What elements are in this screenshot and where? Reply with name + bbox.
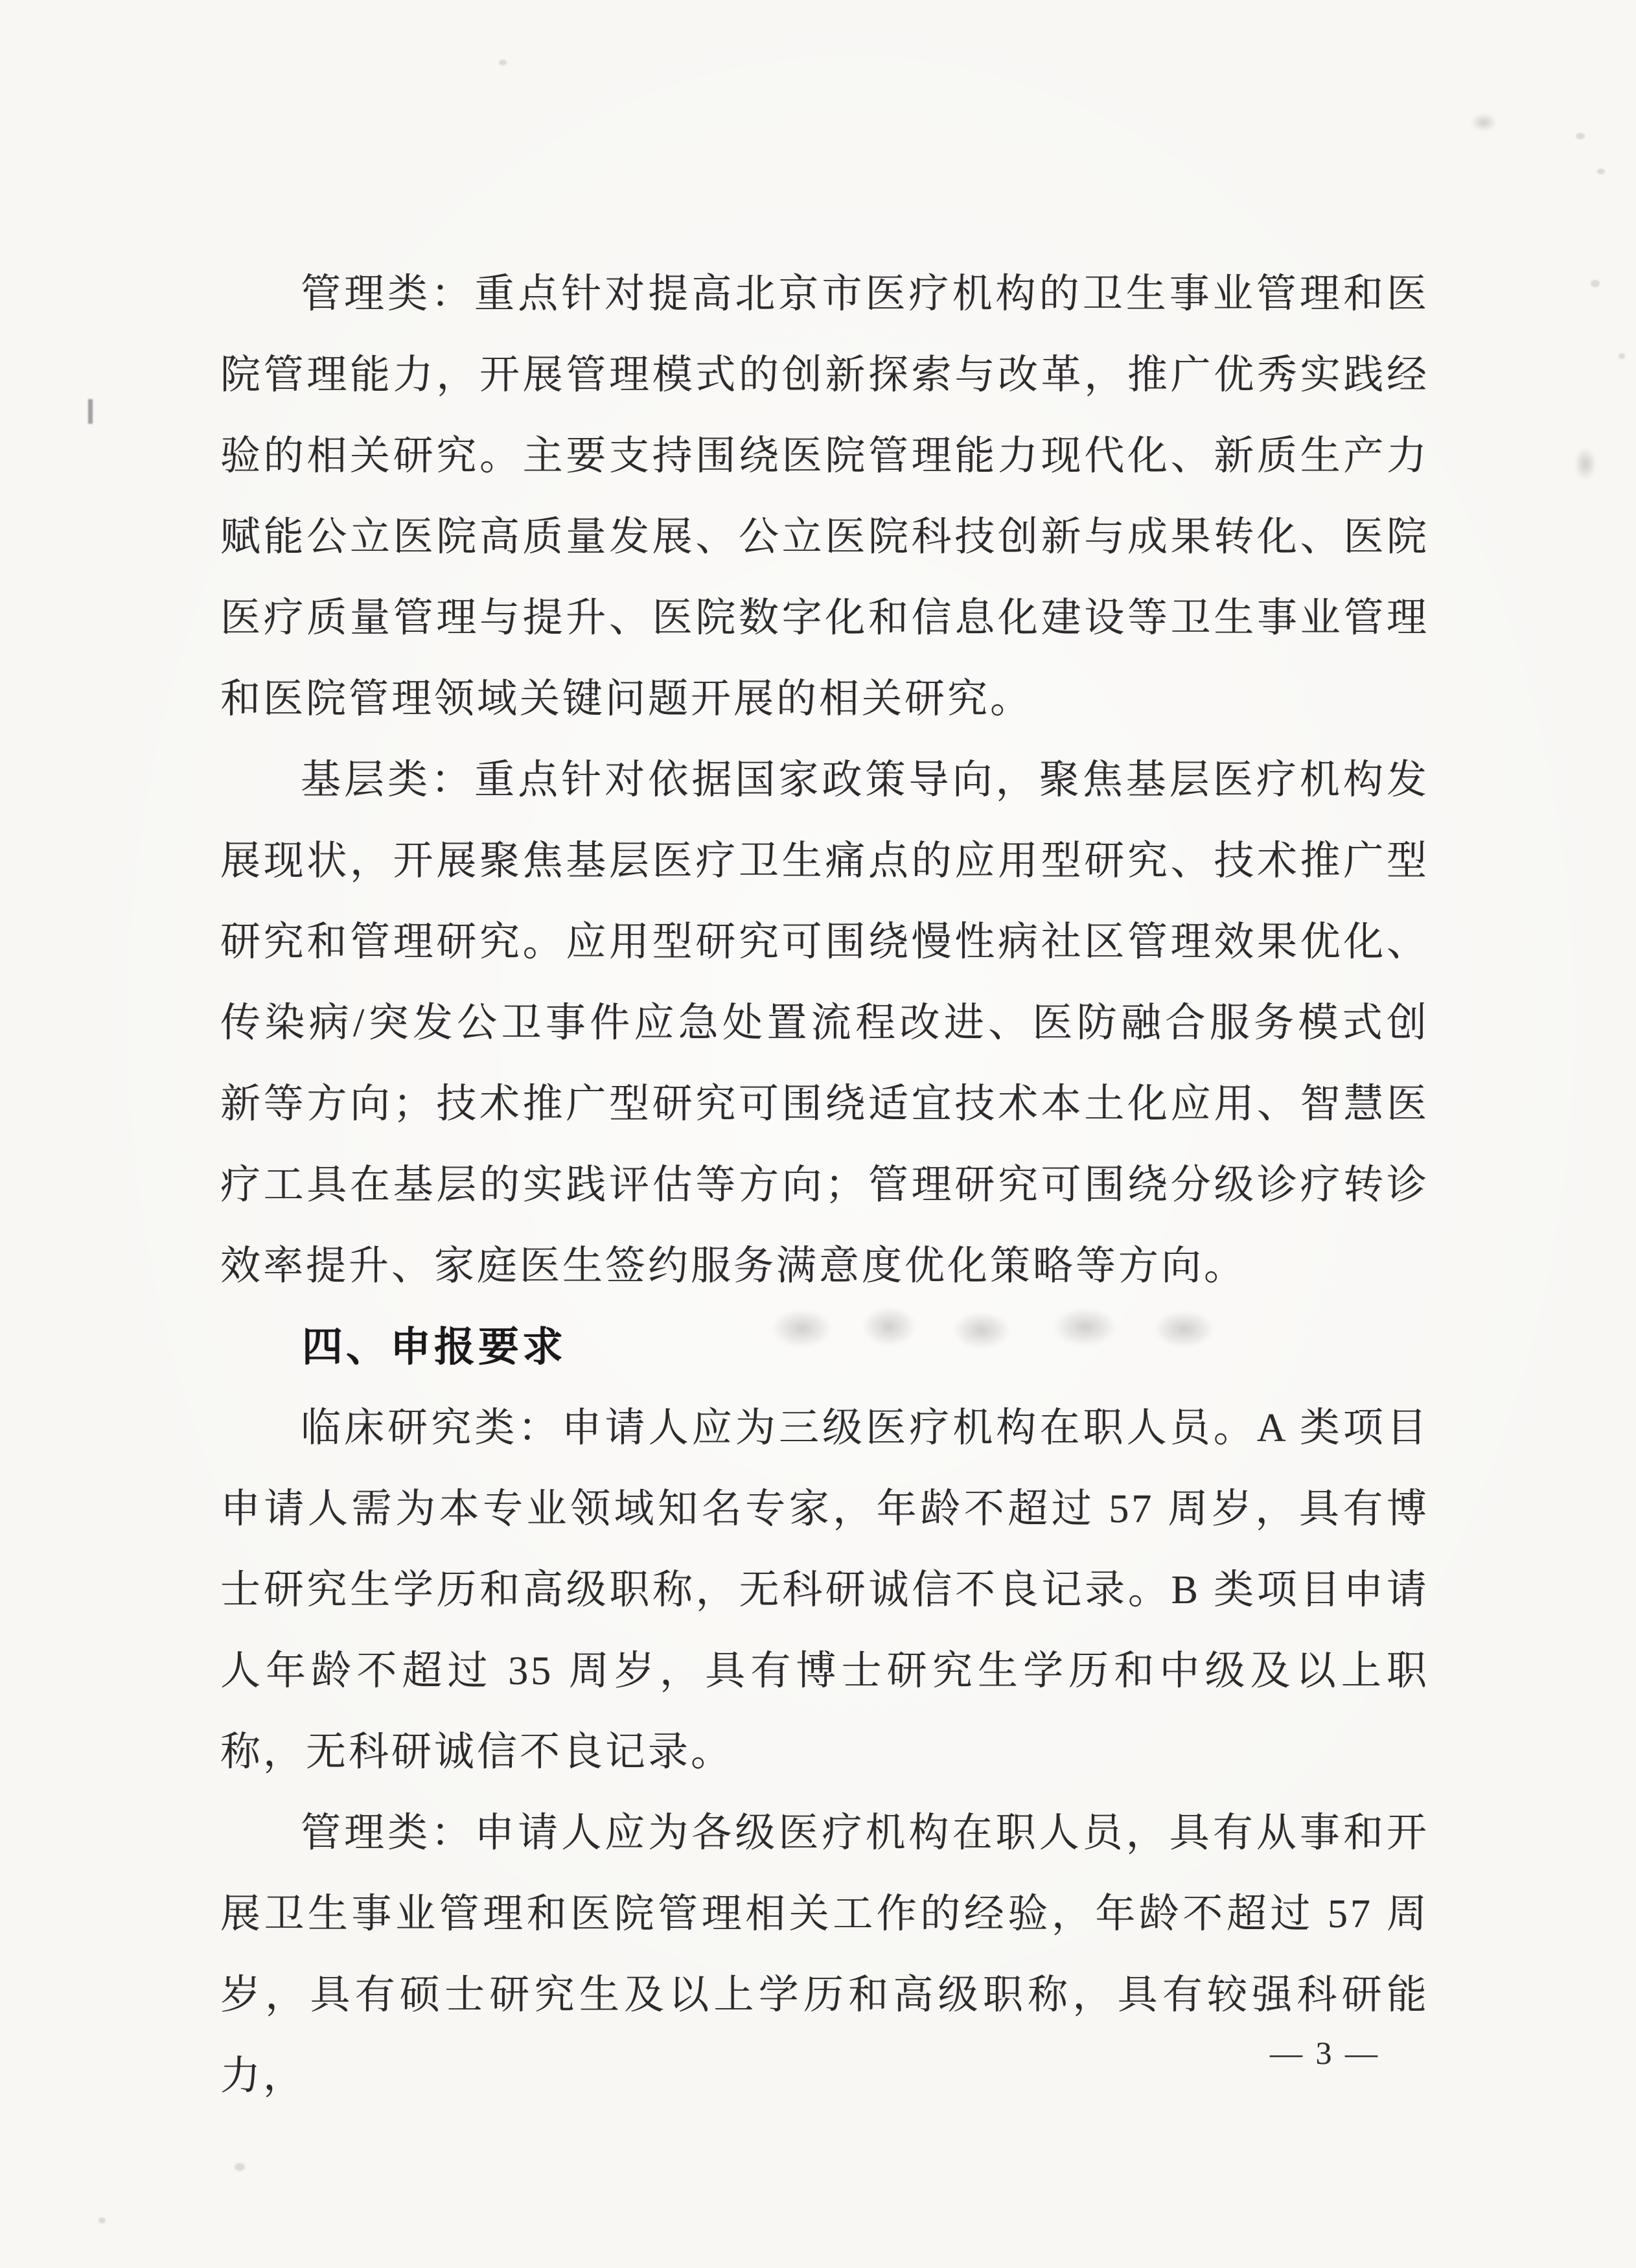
section-heading-application-requirements: 四、申报要求 xyxy=(302,1325,566,1370)
scan-artifact xyxy=(1576,133,1585,139)
scan-artifact xyxy=(235,2163,245,2171)
page-number: — 3 — xyxy=(1270,2035,1380,2071)
paragraph-grassroots-category-scope: 基层类：重点针对依据国家政策导向，聚焦基层医疗机构发展现状，开展聚焦基层医疗卫生痛点的应用型研究、技术推广型研究和管理研究。应用型研究可围绕慢性病社区管理效果优化、传染病/突发公卫事件应急处置流程改进、医防融合服务模式创新等方向；技术推广型研究可围绕适宜技术本土化应用、智慧医疗工具在基层的实践评估等方向；管理研究可围绕分级诊疗转诊效率提升、家庭医生签约服务满意度优化策略等方向。 xyxy=(220,758,1429,1288)
scan-artifact xyxy=(1591,280,1600,287)
document-body xyxy=(220,254,1429,2117)
scan-artifact xyxy=(98,2217,106,2223)
scan-artifact xyxy=(1619,353,1625,359)
paragraph-management-category-requirements: 管理类：申请人应为各级医疗机构在职人员，具有从事和开展卫生事业管理和医院管理相关工作的经验，年龄不超过 57 周岁，具有硕士研究生及以上学历和高级职称，具有较强科研能力， xyxy=(220,1811,1429,2098)
scan-artifact xyxy=(499,60,507,65)
scan-artifact xyxy=(1597,168,1605,174)
scan-artifact xyxy=(88,399,93,424)
scan-artifact xyxy=(1471,113,1497,132)
paragraph-management-category-scope: 管理类：重点针对提高北京市医疗机构的卫生事业管理和医院管理能力，开展管理模式的创新探索与改革，推广优秀实践经验的相关研究。主要支持围绕医院管理能力现代化、新质生产力赋能公立医院高质量发展、公立医院科技创新与成果转化、医院医疗质量管理与提升、医院数字化和信息化建设等卫生事业管理和医院管理领域关键问题开展的相关研究。 xyxy=(220,272,1429,721)
paragraph-clinical-research-requirements: 临床研究类：申请人应为三级医疗机构在职人员。A 类项目申请人需为本专业领域知名专家，年龄不超过 57 周岁，具有博士研究生学历和高级职称，无科研诚信不良记录。B 类项目申请人年龄不超过 35 周岁，具有博士研究生学历和中级及以上职称，无科研诚信不良记录。 xyxy=(220,1406,1429,1774)
scan-artifact xyxy=(1574,447,1596,481)
